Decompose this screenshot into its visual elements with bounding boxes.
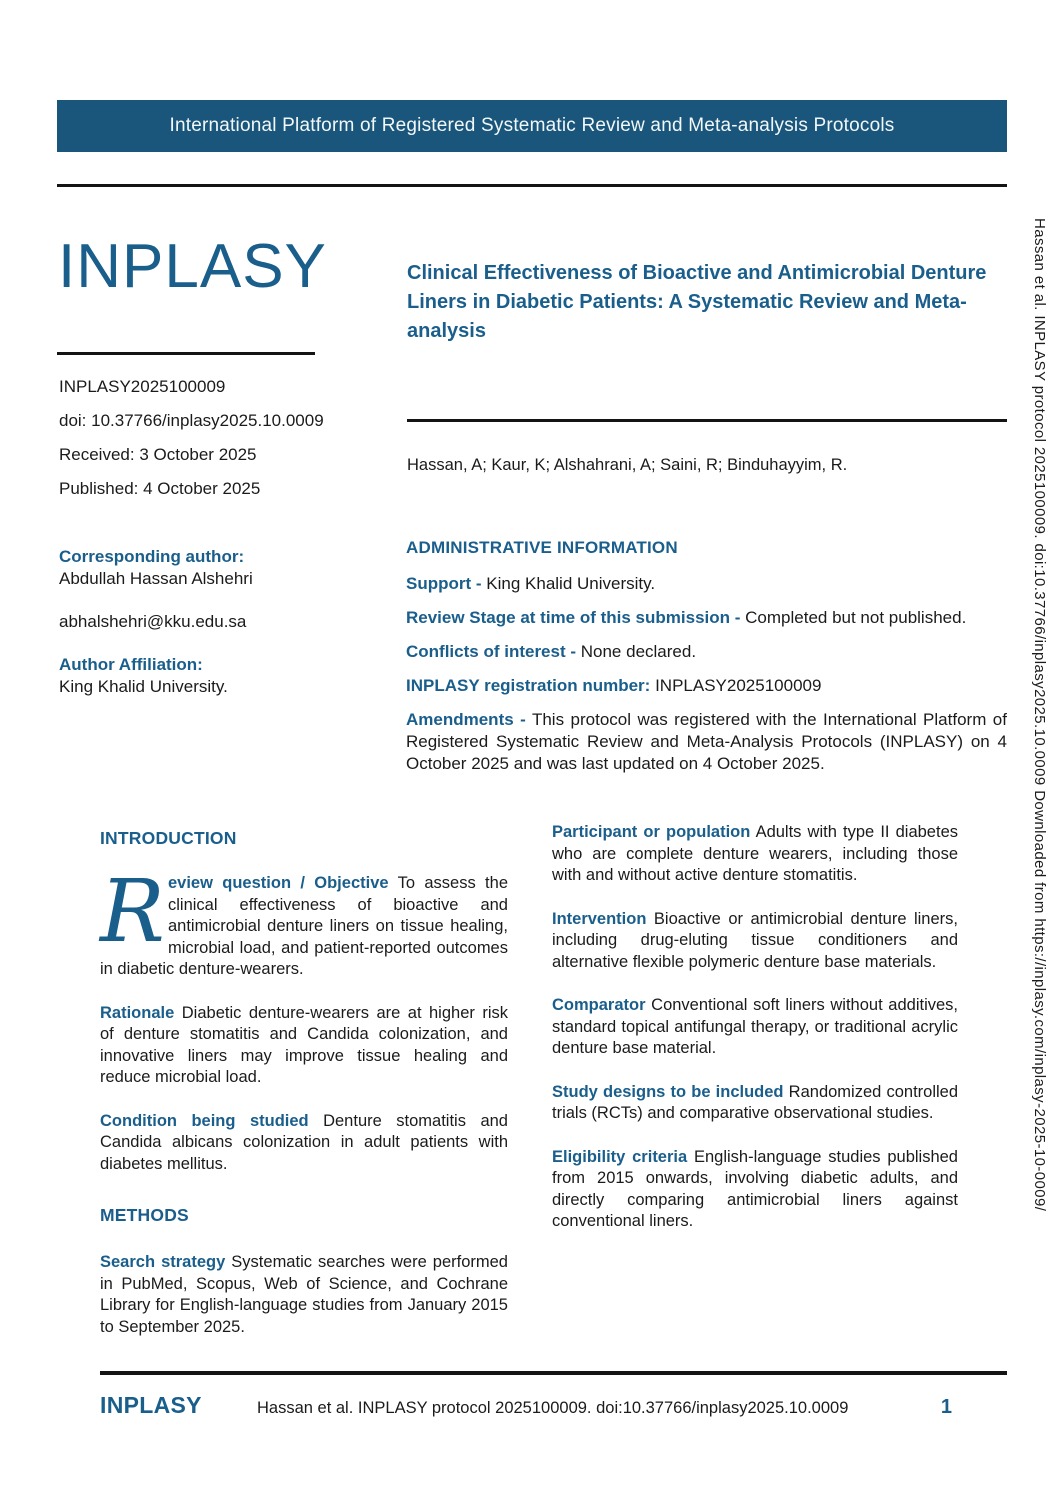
corresponding-author-label: Corresponding author: bbox=[59, 547, 245, 566]
admin-heading: ADMINISTRATIVE INFORMATION bbox=[406, 538, 678, 557]
admin-amendments-value: This protocol was registered with the International Platform of Registered Systematic Review and Meta-Analysis Protocols (INPLASY) on 4 October 2025 and was last updated on 4 October 2025. bbox=[406, 710, 1007, 773]
admin-amendments-label: Amendments - bbox=[406, 710, 526, 729]
admin-registration-label: INPLASY registration number: bbox=[406, 676, 651, 695]
participant-label: Participant or population bbox=[552, 823, 751, 841]
eligibility-text: English-language studies published from 2015 onwards, involving diabetic adults, and directly comparing antimicrobial liners against conventional liners. bbox=[552, 1147, 958, 1230]
logo-divider bbox=[57, 352, 315, 355]
intervention-text: Bioactive or antimicrobial denture liners, including drug-eluting tissue conditioners and alternative flexible polymeric denture base materials. bbox=[552, 909, 958, 971]
admin-review-stage bbox=[406, 607, 1007, 629]
admin-registration-value: INPLASY2025100009 bbox=[655, 676, 822, 695]
review-question-label: eview question / Objective bbox=[168, 874, 389, 892]
intervention-label: Intervention bbox=[552, 909, 647, 928]
condition-text: Denture stomatitis and Candida albicans colonization in adult patients with diabetes mellitus. bbox=[100, 1111, 508, 1173]
review-question-text: To assess the clinical effectiveness of bioactive and antimicrobial denture liners on tissue healing, microbial load, and patient-reported outcomes in diabetic denture-wearers. bbox=[100, 874, 508, 978]
right-text-column bbox=[552, 822, 958, 1255]
author-affiliation: King Khalid University. bbox=[59, 677, 228, 696]
admin-conflicts-value: None declared. bbox=[580, 642, 697, 661]
admin-registration-number bbox=[406, 675, 1007, 697]
corresponding-author-name: Abdullah Hassan Alshehri bbox=[59, 569, 253, 588]
methods-heading: METHODS bbox=[100, 1205, 189, 1225]
page-footer bbox=[100, 1392, 1007, 1419]
search-strategy-text: Systematic searches were performed in PubMed, Scopus, Web of Science, and Cochrane Library for English-language studies from January 2015 to September 2025. bbox=[100, 1253, 508, 1336]
admin-review-stage-value: Completed but not published. bbox=[745, 608, 967, 627]
footer-citation: Hassan et al. INPLASY protocol 2025100009. doi:10.37766/inplasy2025.10.0009 bbox=[257, 1399, 849, 1417]
intervention-paragraph bbox=[552, 909, 958, 974]
title-divider bbox=[407, 419, 1007, 422]
corresponding-author-email: abhalshehri@kku.edu.sa bbox=[59, 612, 247, 631]
doi-line: doi: 10.37766/inplasy2025.10.0009 bbox=[59, 411, 324, 430]
protocol-meta bbox=[59, 376, 389, 512]
eligibility-label: Eligibility criteria bbox=[552, 1147, 688, 1166]
inplasy-logo: INPLASY bbox=[58, 232, 327, 301]
admin-support bbox=[406, 573, 1007, 595]
received-date: Received: 3 October 2025 bbox=[59, 445, 257, 464]
page-number: 1 bbox=[940, 1396, 952, 1418]
footer-inplasy-logo: INPLASY bbox=[100, 1392, 202, 1418]
eligibility-paragraph bbox=[552, 1147, 958, 1233]
admin-support-value: King Khalid University. bbox=[486, 574, 656, 593]
top-divider bbox=[57, 184, 1007, 187]
admin-review-stage-label: Review Stage at time of this submission - bbox=[406, 608, 741, 627]
participant-text: Adults with type II diabetes who are complete denture wearers, including those with and without active denture stomatitis. bbox=[552, 823, 958, 884]
rationale-label: Rationale bbox=[100, 1003, 175, 1022]
review-question-paragraph bbox=[100, 862, 508, 981]
admin-amendments bbox=[406, 709, 1007, 775]
comparator-text: Conventional soft liners without additives, standard topical antifungal therapy, or traditional acrylic denture base material. bbox=[552, 996, 958, 1057]
study-designs-label: Study designs to be included bbox=[552, 1082, 784, 1101]
journal-banner bbox=[57, 100, 1007, 152]
study-designs-text: Randomized controlled trials (RCTs) and comparative observational studies. bbox=[552, 1082, 959, 1122]
left-text-column bbox=[100, 828, 508, 1360]
dropcap-letter: R bbox=[100, 862, 165, 962]
admin-conflicts-label: Conflicts of interest - bbox=[406, 642, 577, 661]
rationale-text: Diabetic denture-wearers are at higher risk of denture stomatitis and Candida colonization, and innovative liners may improve tissue healing and reduce microbial load. bbox=[100, 1003, 509, 1086]
footer-divider bbox=[100, 1371, 1007, 1375]
administrative-information-section bbox=[406, 538, 1007, 787]
study-designs-paragraph bbox=[552, 1082, 958, 1125]
rationale-paragraph bbox=[100, 1003, 508, 1089]
sidebar-citation: Hassan et al. INPLASY protocol 2025100009. doi:10.37766/inplasy2025.10.0009 Downloaded from https://inplasy.com/inplasy-2025-10-0009/ bbox=[1031, 218, 1048, 1212]
introduction-heading: INTRODUCTION bbox=[100, 828, 237, 848]
search-strategy-label: Search strategy bbox=[100, 1253, 226, 1271]
comparator-label: Comparator bbox=[552, 996, 646, 1014]
comparator-paragraph bbox=[552, 995, 958, 1060]
registration-id: INPLASY2025100009 bbox=[59, 377, 226, 396]
admin-conflicts bbox=[406, 641, 1007, 663]
condition-paragraph bbox=[100, 1111, 508, 1176]
author-affiliation-label: Author Affiliation: bbox=[59, 655, 203, 674]
corresponding-author-block bbox=[59, 546, 394, 698]
condition-label: Condition being studied bbox=[100, 1111, 309, 1130]
article-title: Clinical Effectiveness of Bioactive and Antimicrobial Denture Liners in Diabetic Patients: A Systematic Review and Meta-analysis bbox=[407, 262, 987, 342]
banner-title: International Platform of Registered Systematic Review and Meta-analysis Protocols bbox=[169, 115, 895, 136]
participant-paragraph bbox=[552, 822, 958, 887]
published-date: Published: 4 October 2025 bbox=[59, 479, 261, 498]
search-strategy-paragraph bbox=[100, 1252, 508, 1338]
admin-support-label: Support - bbox=[406, 574, 482, 593]
authors-line: Hassan, A; Kaur, K; Alshahrani, A; Saini, R; Binduhayyim, R. bbox=[407, 456, 848, 474]
